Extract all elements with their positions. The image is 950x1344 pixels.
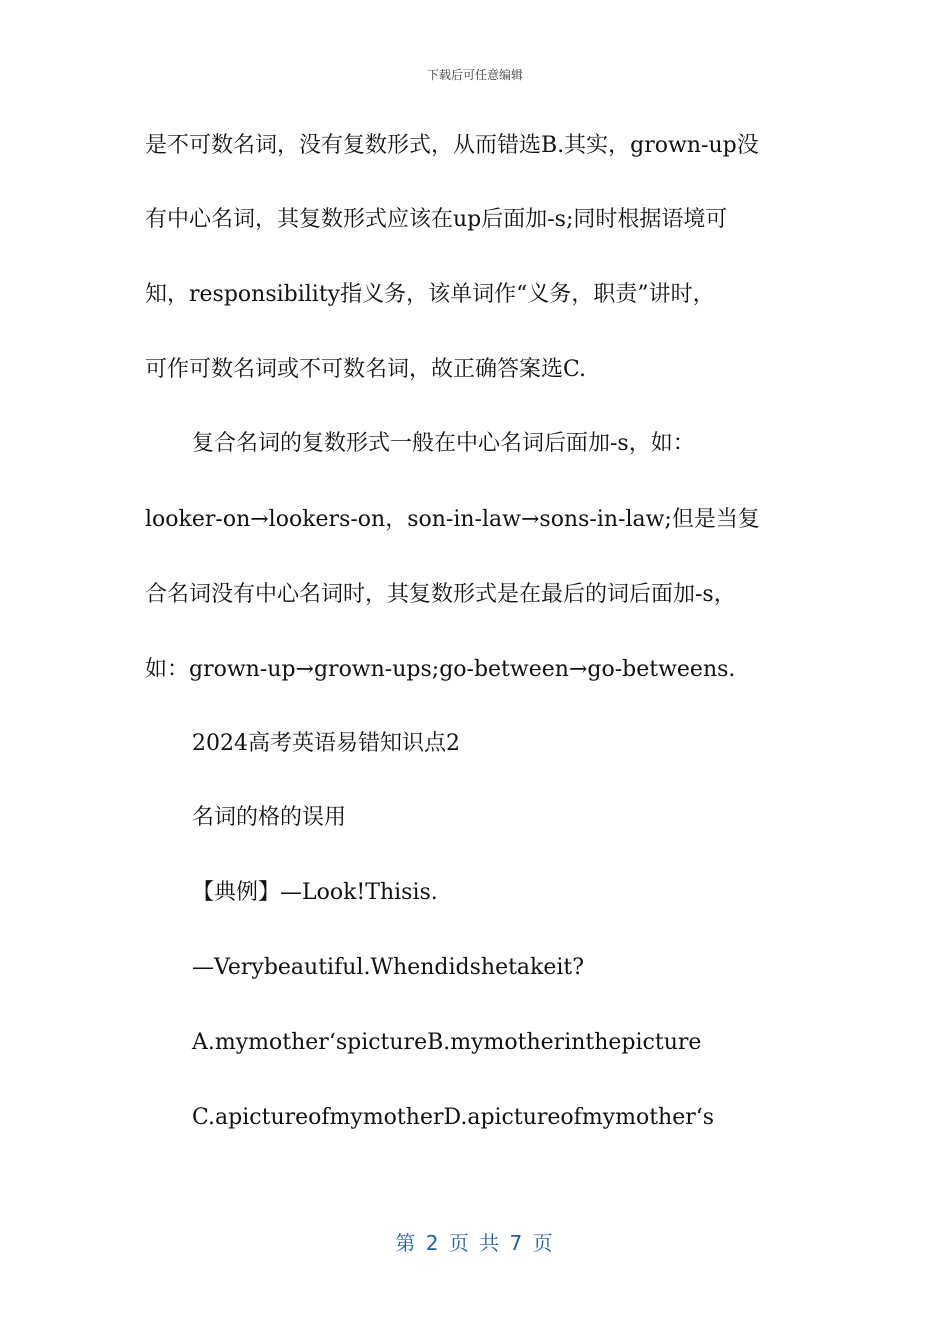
example-line-1: 【典例】—Look!Thisis.: [192, 880, 438, 905]
page-header: 下载后可任意编辑: [426, 68, 523, 82]
body-line-3: 知，responsibility指义务，该单词作“义务，职责”讲时，: [145, 282, 715, 307]
body-line-8: 如：grown-up→grown-ups;go-between→go-betweens.: [145, 657, 736, 682]
example-line-2: —Verybeautiful.Whendidshetakeit?: [192, 955, 585, 980]
page-footer: 第 2 页 共 7 页: [395, 1231, 555, 1255]
body-line-5: 复合名词的复数形式一般在中心名词后面加-s，如：: [192, 431, 695, 456]
body-line-6: looker-on→lookers-on，son-in-law→sons-in-law;但是当复: [145, 507, 760, 532]
body-line-1: 是不可数名词，没有复数形式，从而错选B.其实，grown-up没: [145, 133, 759, 158]
body-line-2: 有中心名词，其复数形式应该在up后面加-s;同时根据语境可: [145, 207, 728, 232]
section-subheading: 名词的格的误用: [192, 805, 347, 830]
option-line-ab: A.mymother‘spictureB.mymotherinthepicture: [192, 1030, 702, 1055]
section-heading: 2024高考英语易错知识点2: [192, 731, 460, 756]
body-line-7: 合名词没有中心名词时，其复数形式是在最后的词后面加-s，: [145, 582, 736, 607]
option-line-cd: C.apictureofmymotherD.apictureofmymother‘s: [192, 1105, 715, 1130]
body-line-4: 可作可数名词或不可数名词，故正确答案选C.: [145, 357, 587, 382]
